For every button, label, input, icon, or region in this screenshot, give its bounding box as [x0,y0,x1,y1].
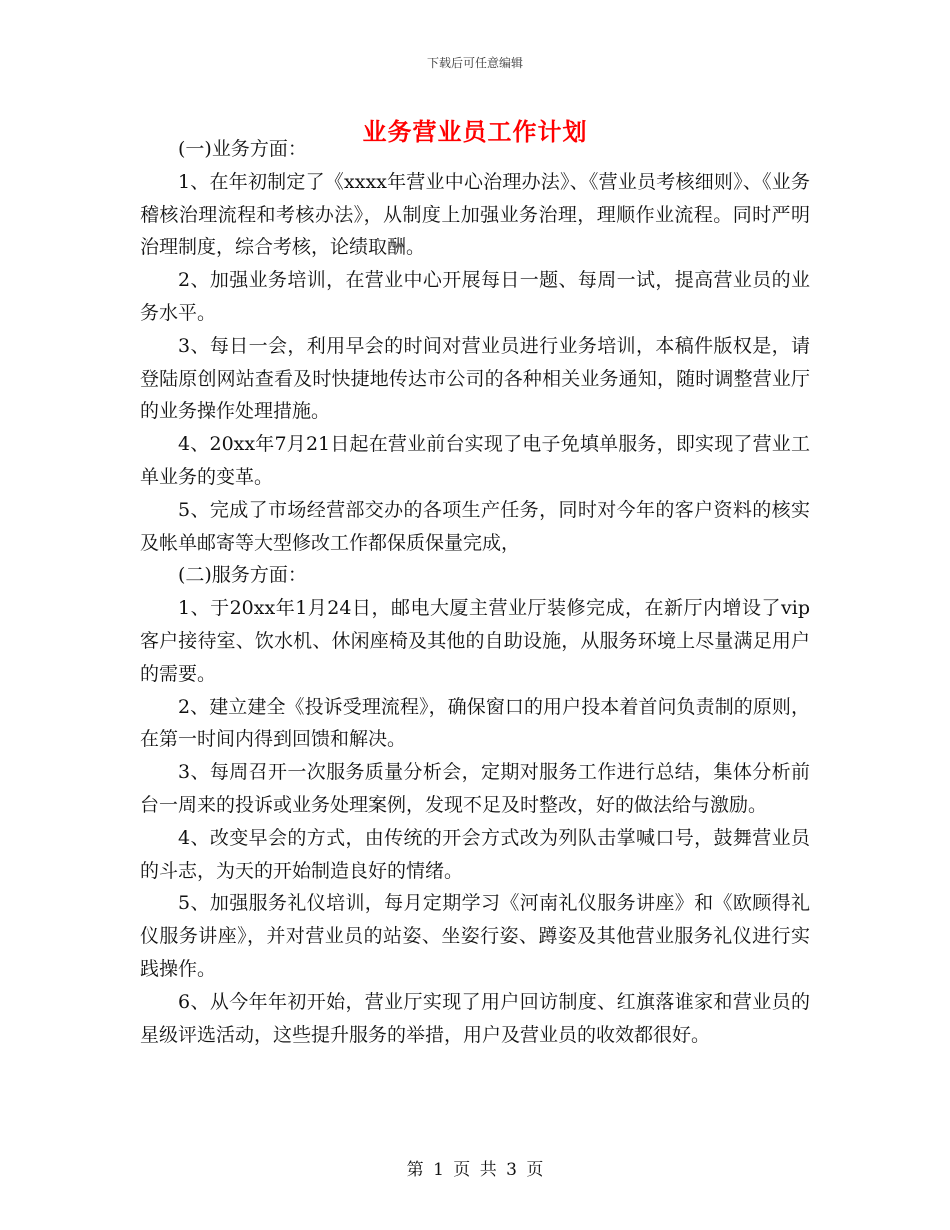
document-title: 业务营业员工作计划 [362,117,588,146]
paragraph: 3、每日一会，利用早会的时间对营业员进行业务培训，本稿件版权是，请登陆原创网站查看及时快捷地传达市公司的各种相关业务通知，随时调整营业厅的业务操作处理措施。 [140,334,810,423]
page-number-footer: 第 1 页 共 3 页 [406,1160,544,1180]
paragraph: 1、在年初制定了《xxxx年营业中心治理办法》、《营业员考核细则》、《业务稽核治理流程和考核办法》，从制度上加强业务治理，理顺作业流程。同时严明治理制度，综合考核，论绩取酬。 [140,170,810,259]
paragraph: 2、加强业务培训，在营业中心开展每日一题、每周一试，提高营业员的业务水平。 [140,269,810,324]
paragraph: 5、加强服务礼仪培训，每月定期学习《河南礼仪服务讲座》和《欧顾得礼仪服务讲座》，并对营业员的站姿、坐姿行姿、蹲姿及其他营业服务礼仪进行实践操作。 [140,892,810,980]
paragraph: 5、完成了市场经营部交办的各项生产任务，同时对今年的客户资料的核实及帐单邮寄等大型修改工作都保质保量完成， [140,498,810,554]
paragraph: 4、改变早会的方式，由传统的开会方式改为列队击掌喊口号，鼓舞营业员的斗志，为天的开始制造良好的情绪。 [140,826,810,882]
paragraph: 3、每周召开一次服务质量分析会，定期对服务工作进行总结，集体分析前台一周来的投诉或业务处理案例，发现不足及时整改，好的做法给与激励。 [140,761,810,816]
document-body [140,133,810,1051]
paragraph: 6、从今年年初开始，营业厅实现了用户回访制度、红旗落谁家和营业员的星级评选活动，这些提升服务的举措，用户及营业员的收效都很好。 [140,990,810,1046]
section-heading-business: (一)业务方面： [178,138,307,160]
page-header-note: 下载后可任意编辑 [426,56,523,70]
paragraph: 2、建立建全《投诉受理流程》，确保窗口的用户投本着首问负责制的原则，在第一时间内得到回馈和解决。 [140,695,810,751]
paragraph: 1、于20xx年1月24日，邮电大厦主营业厅装修完成，在新厅内增设了vip客户接待室、饮水机、休闲座椅及其他的自助设施，从服务环境上尽量满足用户的需要。 [140,597,810,685]
section-heading-service: (二)服务方面： [178,564,307,587]
paragraph: 4、20xx年7月21日起在营业前台实现了电子免填单服务，即实现了营业工单业务的变革。 [140,433,810,488]
